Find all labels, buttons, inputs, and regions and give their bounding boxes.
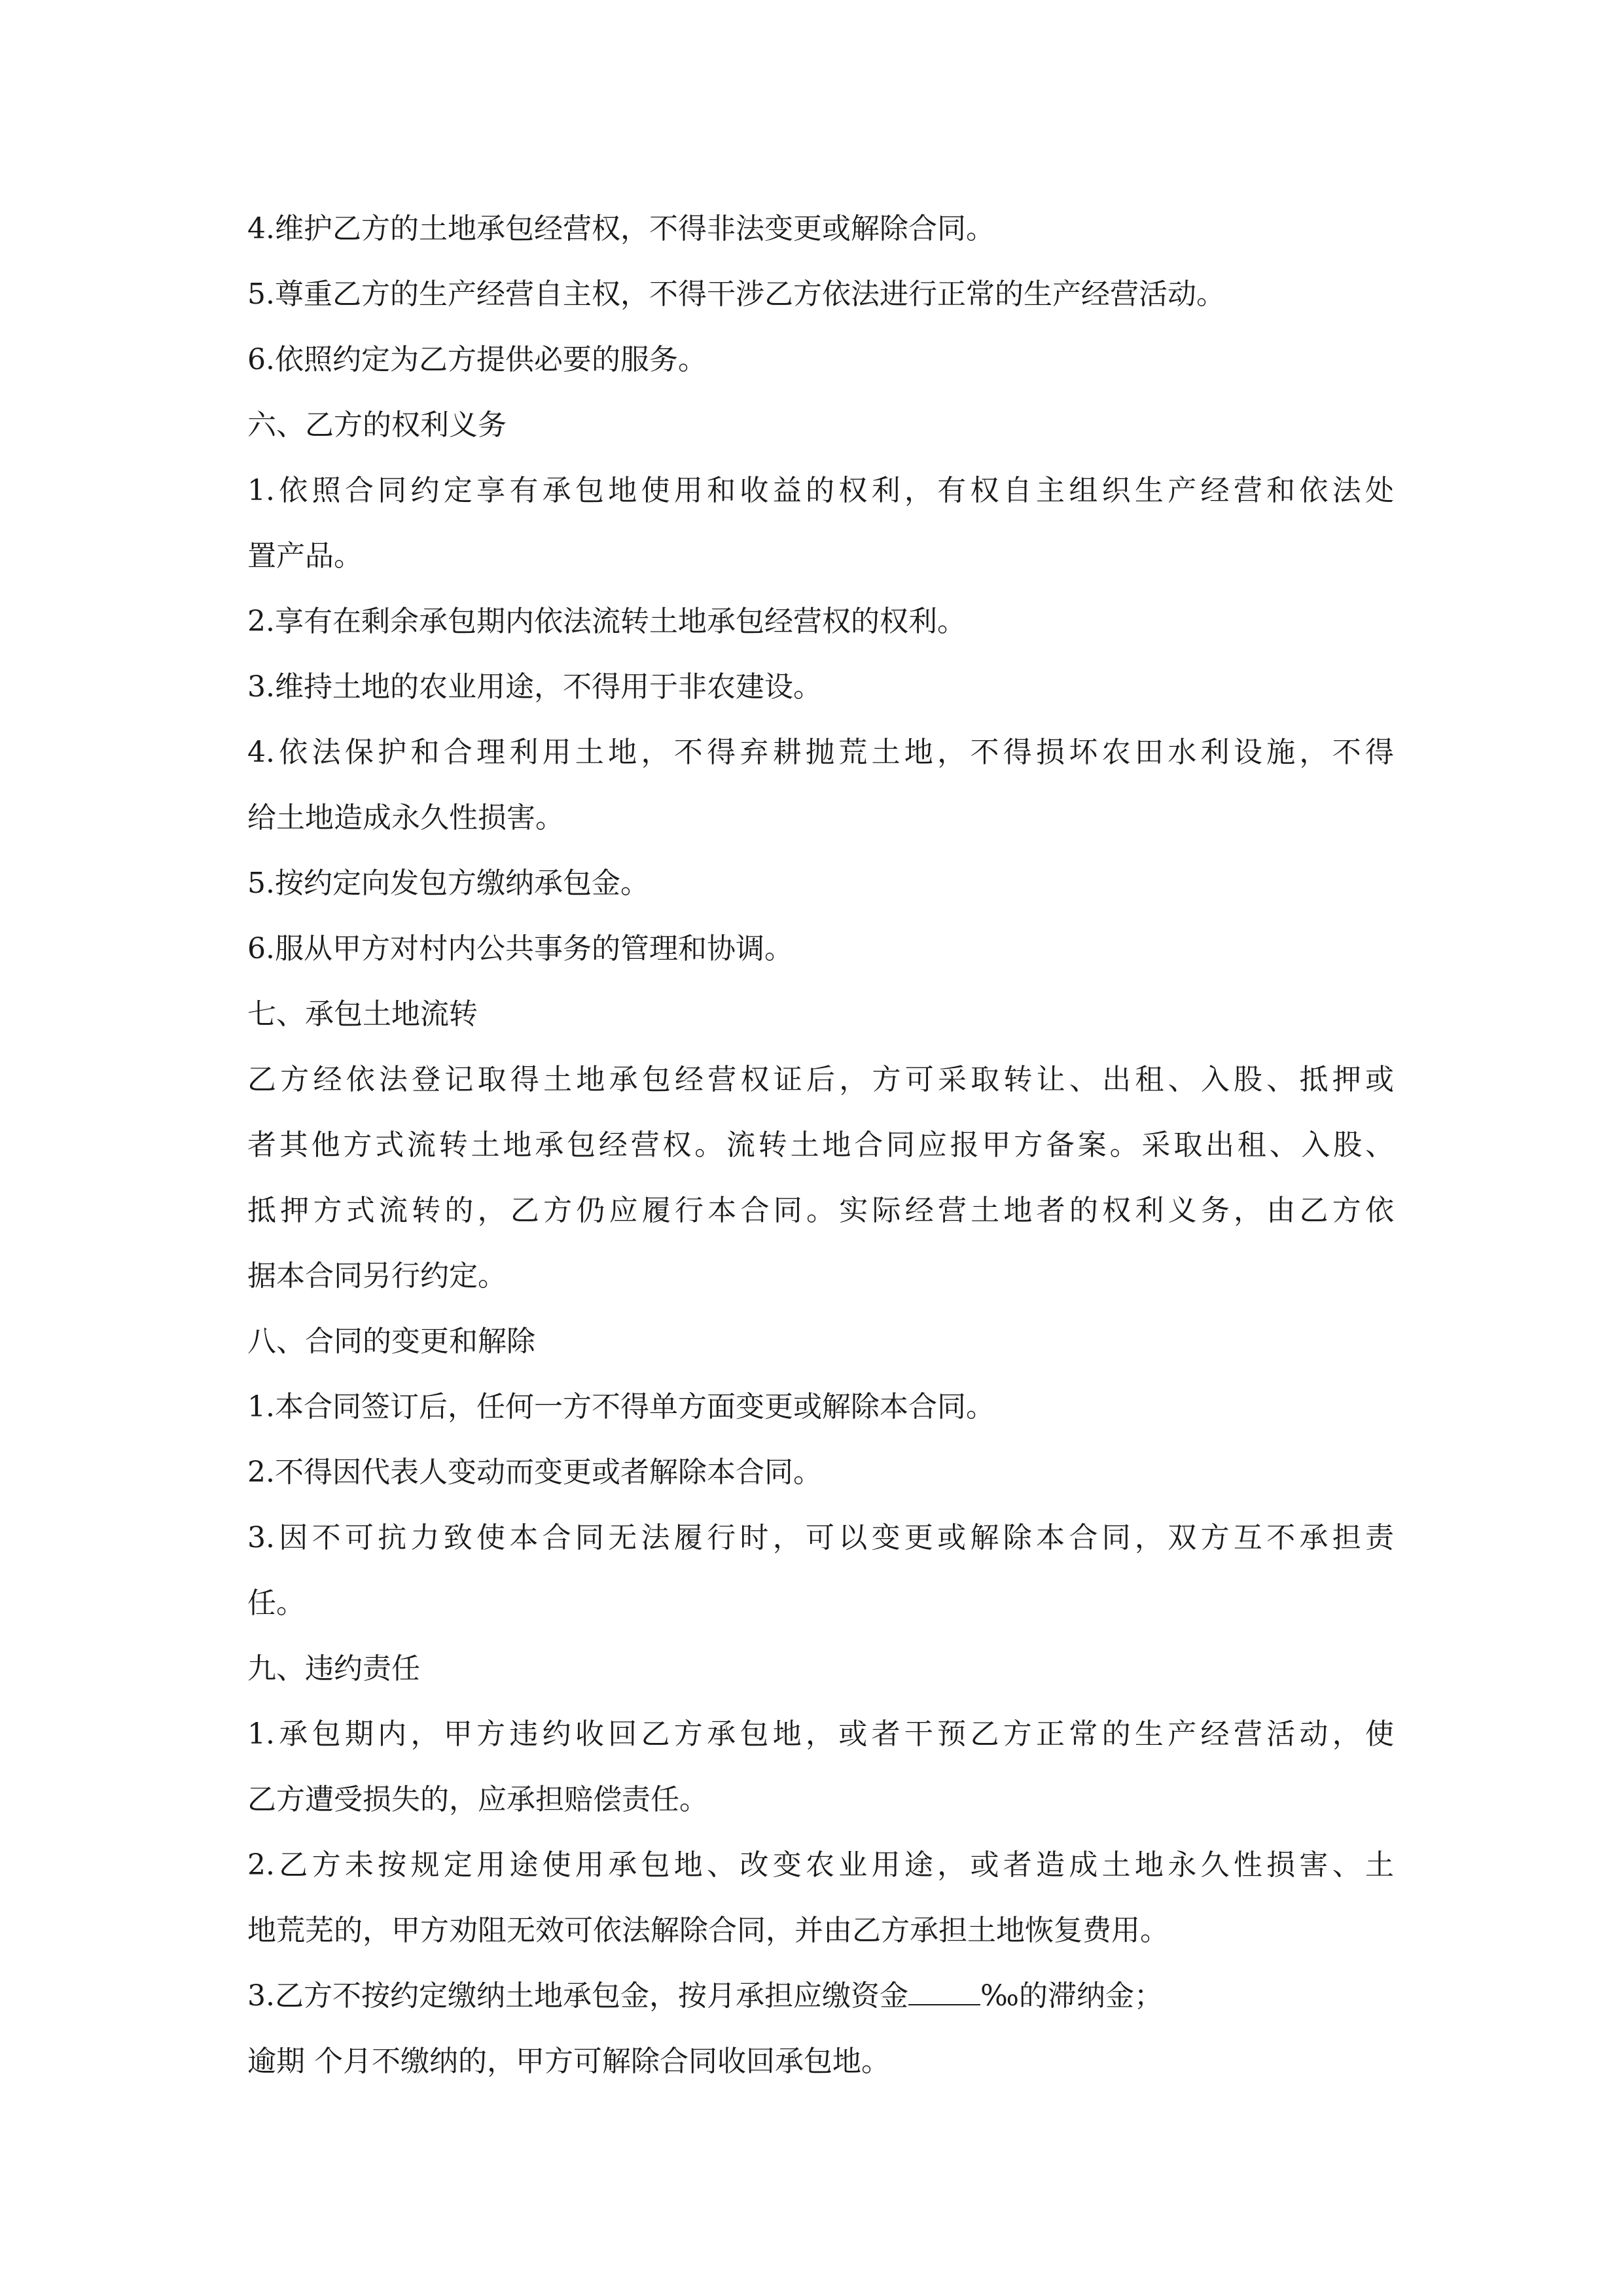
- clause-line: 地荒芜的，甲方劝阻无效可依法解除合同，并由乙方承担土地恢复费用。: [247, 1914, 1169, 1947]
- clause-line: 2.享有在剩余承包期内依法流转土地承包经营权的权利。: [247, 605, 966, 638]
- section-heading: 八、合同的变更和解除: [247, 1325, 535, 1358]
- clause-line: 4.维护乙方的土地承包经营权，不得非法变更或解除合同。: [247, 212, 995, 245]
- clause-line: 乙方遭受损失的，应承担赔偿责任。: [247, 1783, 708, 1816]
- clause-line: 给土地造成永久性损害。: [247, 801, 564, 834]
- contract-text: [247, 196, 1394, 2094]
- clause-line: 5.尊重乙方的生产经营自主权，不得干涉乙方依法进行正常的生产经营活动。: [247, 278, 1225, 311]
- clause-line: 1.承包期内，甲方违约收回乙方承包地，或者干预乙方正常的生产经营活动，使: [247, 1717, 1394, 1751]
- clause-line: 据本合同另行约定。: [247, 1259, 507, 1293]
- clause-line: 乙方经依法登记取得土地承包经营权证后，方可采取转让、出租、入股、抵押或: [247, 1063, 1394, 1096]
- clause-line: 6.依照约定为乙方提供必要的服务。: [247, 343, 707, 376]
- late-fee-prefix: 3.乙方不按约定缴纳土地承包金，按月承担应缴资金: [247, 1979, 908, 2013]
- final-clause-line: 逾期 个月不缴纳的，甲方可解除合同收回承包地。: [247, 2045, 890, 2078]
- clause-line: 6.服从甲方对村内公共事务的管理和协调。: [247, 932, 793, 965]
- clause-line: 4.依法保护和合理利用土地，不得弃耕抛荒土地，不得损坏农田水利设施，不得: [247, 736, 1394, 769]
- section-heading: 七、承包土地流转: [247, 997, 478, 1031]
- late-fee-clause: [247, 1964, 1394, 2029]
- clause-line: 2.乙方未按规定用途使用承包地、改变农业用途，或者造成土地永久性损害、土: [247, 1848, 1394, 1882]
- clause-line: 2.不得因代表人变动而变更或者解除本合同。: [247, 1456, 822, 1489]
- late-fee-rate-blank: [908, 1979, 980, 2005]
- clause-line: 置产品。: [247, 539, 363, 573]
- late-fee-suffix: ‰的滞纳金；: [980, 1979, 1164, 2013]
- section-heading: 六、乙方的权利义务: [247, 408, 507, 442]
- clause-line: 任。: [247, 1587, 305, 1620]
- clause-line: 1.本合同签订后，任何一方不得单方面变更或解除本合同。: [247, 1390, 995, 1424]
- clause-line: 抵押方式流转的，乙方仍应履行本合同。实际经营土地者的权利义务，由乙方依: [247, 1194, 1394, 1227]
- clause-line: 5.按约定向发包方缴纳承包金。: [247, 867, 649, 900]
- clause-line: 者其他方式流转土地承包经营权。流转土地合同应报甲方备案。采取出租、入股、: [247, 1128, 1394, 1162]
- clause-line: 3.维持土地的农业用途，不得用于非农建设。: [247, 670, 822, 704]
- section-heading: 九、违约责任: [247, 1652, 420, 1685]
- clause-line: 3.因不可抗力致使本合同无法履行时，可以变更或解除本合同，双方互不承担责: [247, 1521, 1394, 1554]
- clause-line: 1.依照合同约定享有承包地使用和收益的权利，有权自主组织生产经营和依法处: [247, 474, 1394, 507]
